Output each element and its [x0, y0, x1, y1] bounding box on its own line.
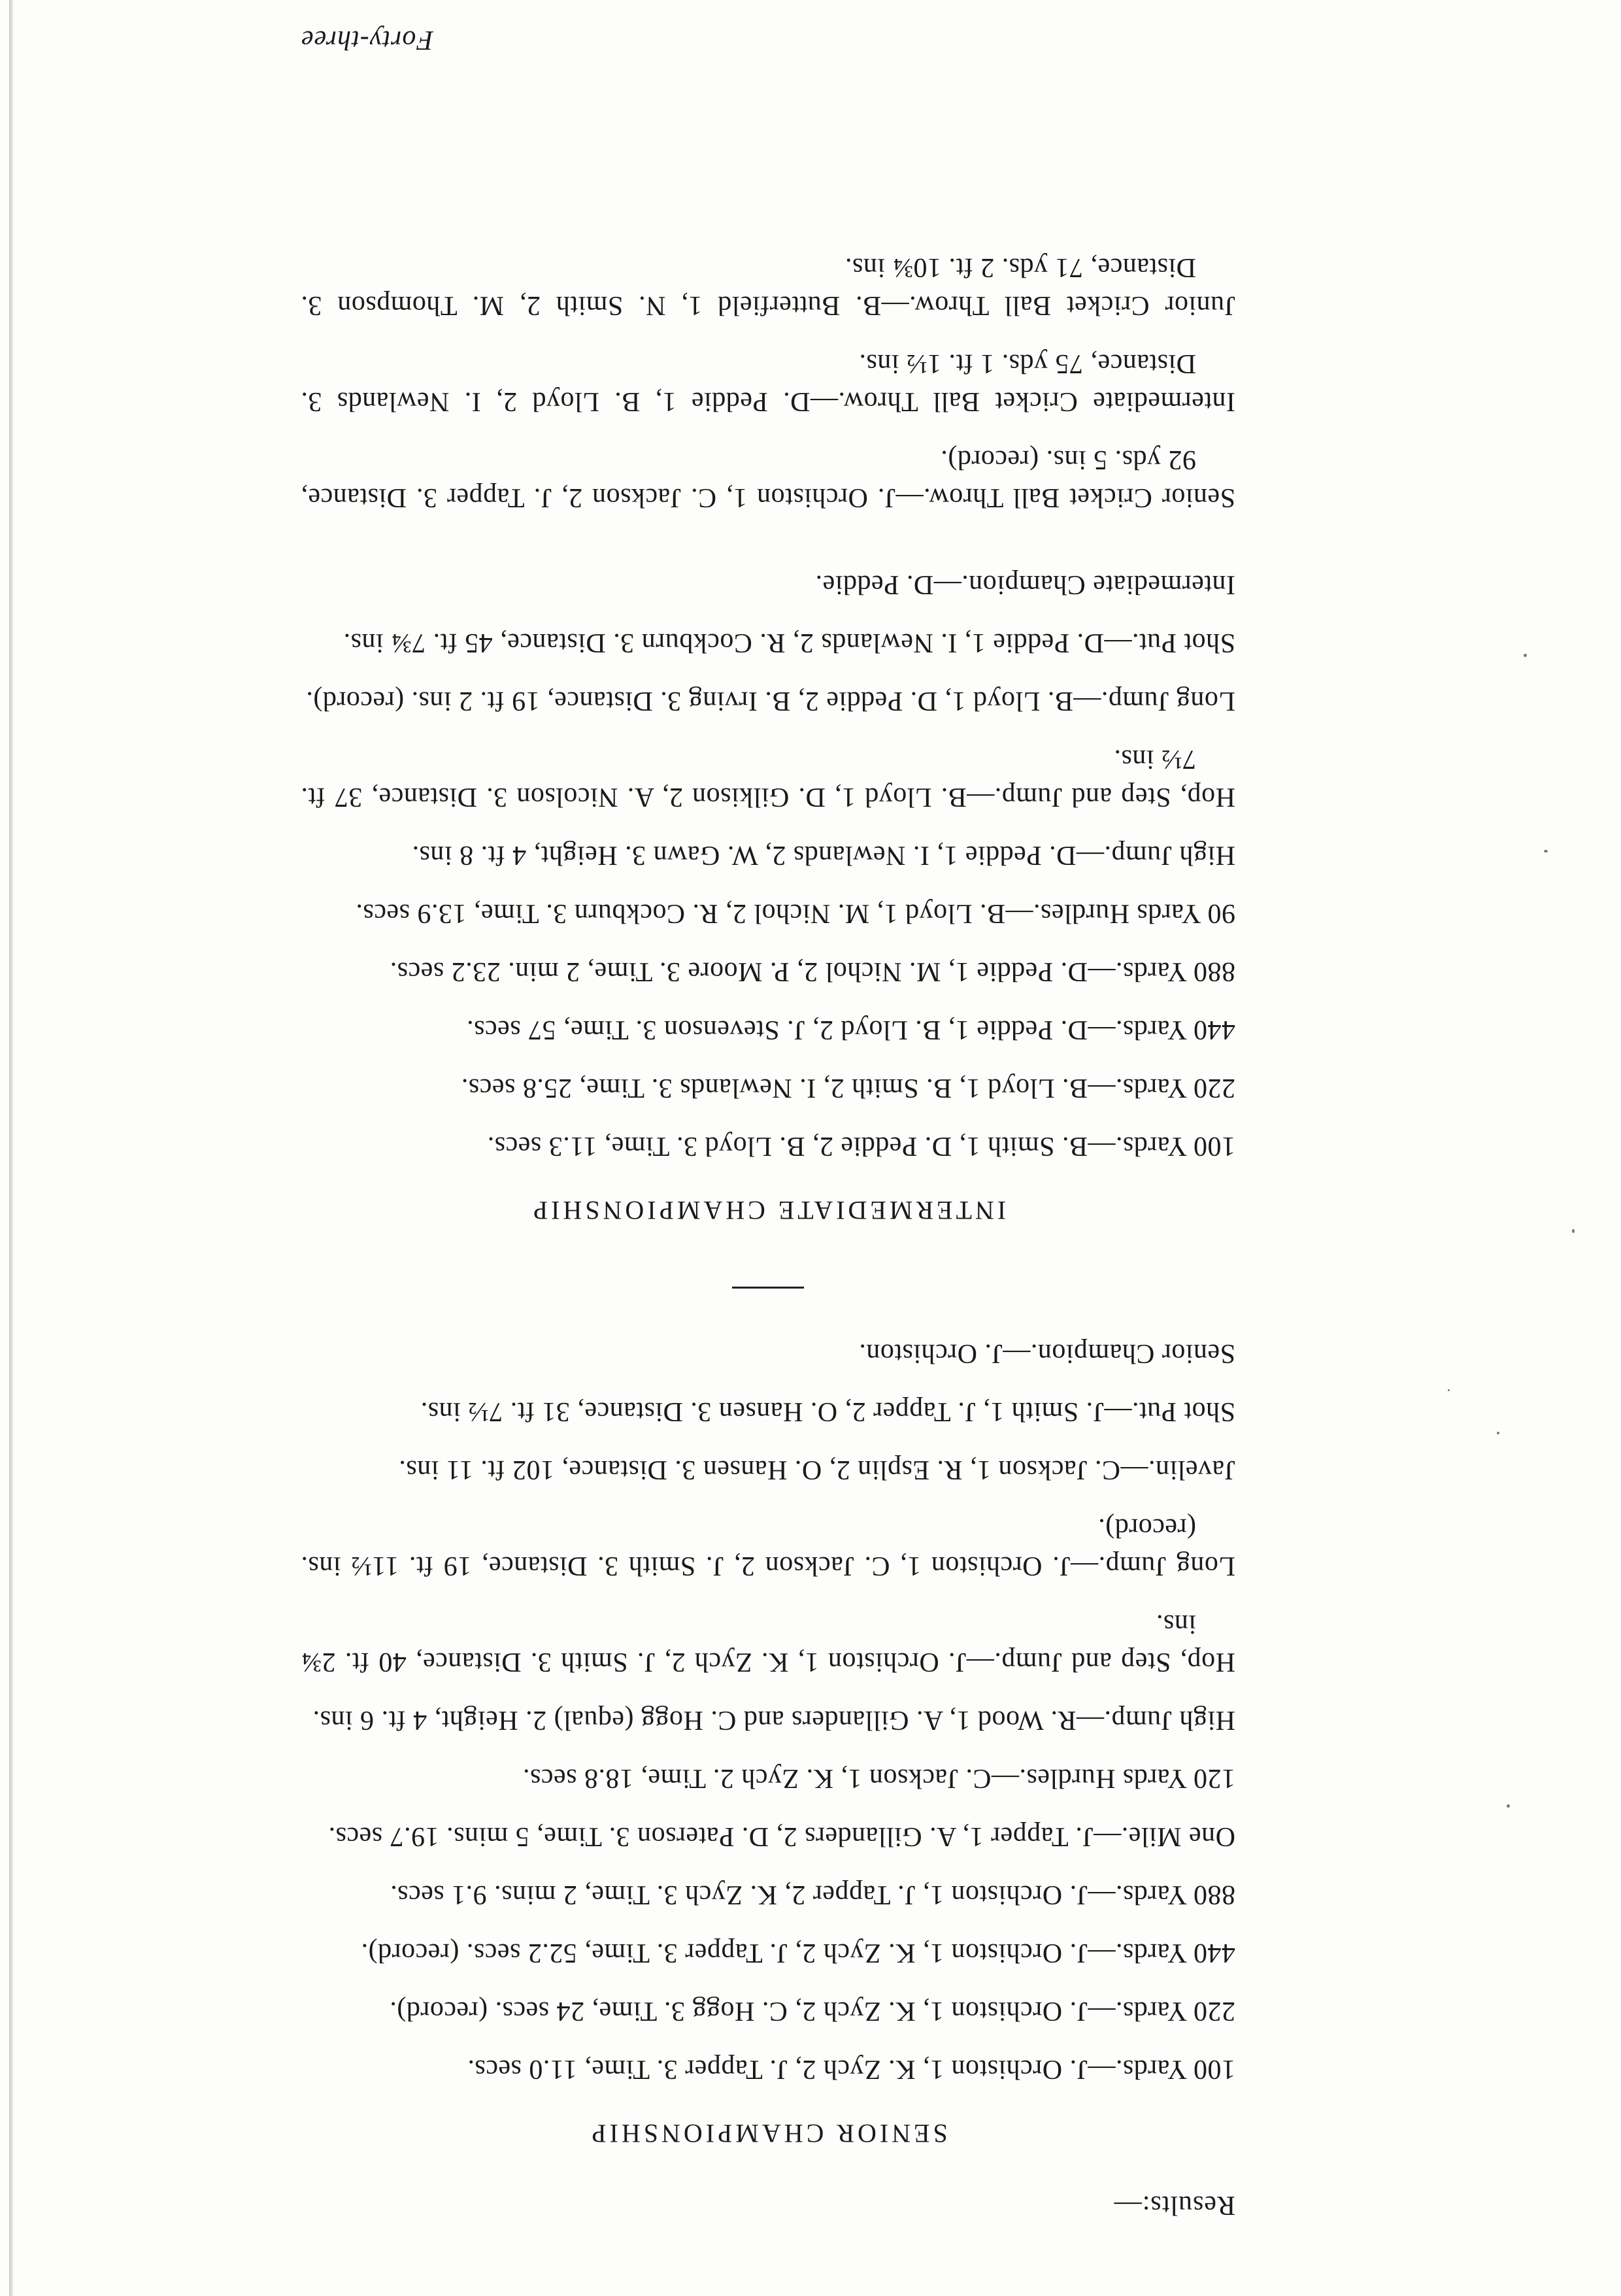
page-number: Forty-three: [301, 25, 434, 55]
result-entry: Hop, Step and Jump.—B. Lloyd 1, D. Gilkison 2, A. Nicolson 3. Distance, 37 ft. 7½ ins.: [301, 744, 1235, 812]
result-entry: Long Jump.—J. Orchiston 1, C. Jackson 2, J. Smith 3. Distance, 19 ft. 11½ ins. (record).: [301, 1513, 1235, 1581]
intermediate-heading: INTERMEDIATE CHAMPIONSHIP: [529, 1196, 1007, 1225]
section-divider: [732, 1287, 804, 1289]
result-entry: 220 Yards.—B. Lloyd 1, B. Smith 2, I. Newlands 3. Time, 25.8 secs.: [461, 1073, 1235, 1103]
result-entry: 440 Yards.—J. Orchiston 1, K. Zych 2, J. Tapper 3. Time, 52.2 secs. (record).: [361, 1938, 1235, 1968]
senior-champion: Senior Champion.—J. Orchiston.: [858, 1338, 1235, 1368]
result-entry: High Jump.—D. Peddie 1, I. Newlands 2, W. Gawn 3. Height, 4 ft. 8 ins.: [412, 840, 1235, 870]
result-entry: Javelin.—C. Jackson 1, R. Esplin 2, O. Hansen 3. Distance, 102 ft. 11 ins.: [398, 1455, 1235, 1485]
result-entry: 100 Yards.—J. Orchiston 1, K. Zych 2, J. Tapper 3. Time, 11.0 secs.: [467, 2054, 1235, 2084]
result-entry: 90 Yards Hurdles.—B. Lloyd 1, M. Nichol 2, R. Cockburn 3. Time, 13.9 secs.: [355, 898, 1235, 928]
senior-heading: SENIOR CHAMPIONSHIP: [588, 2119, 948, 2148]
result-entry: 880 Yards.—D. Peddie 1, M. Nichol 2, P. Moore 3. Time, 2 min. 23.2 secs.: [390, 956, 1235, 987]
result-entry: Shot Put.—J. Smith 1, J. Tapper 2, O. Hansen 3. Distance, 31 ft. 7½ ins.: [420, 1396, 1235, 1427]
results-text: [301, 25, 1235, 2224]
result-entry: High Jump.—R. Wood 1, A. Gillanders and C. Hogg (equal) 2. Height, 4 ft. 6 ins.: [312, 1705, 1235, 1735]
result-entry: 220 Yards.—J. Orchiston 1, K. Zych 2, C. Hogg 3. Time, 24 secs. (record).: [389, 1996, 1235, 2026]
result-entry: 440 Yards.—D. Peddie 1, B. Lloyd 2, J. Stevenson 3. Time, 57 secs.: [466, 1015, 1235, 1045]
result-entry: Long Jump.—B. Lloyd 1, D. Peddie 2, B. Irving 3. Distance, 19 ft. 2 ins. (record).: [305, 686, 1235, 716]
intermediate-champion: Intermediate Champion.—D. Peddie.: [815, 569, 1235, 599]
result-entry: Intermediate Cricket Ball Throw.—D. Peddie 1, B. Lloyd 2, I. Newlands 3. Distance, 75 yds. 1 ft. 1½ ins.: [301, 348, 1235, 416]
result-entry: Senior Cricket Ball Throw.—J. Orchiston 1, C. Jackson 2, J. Tapper 3. Distance, 92 yds. 5 ins. (record).: [301, 445, 1235, 513]
result-entry: Shot Put.—D. Peddie 1, I. Newlands 2, R. Cockburn 3. Distance, 45 ft. 7¾ ins.: [343, 628, 1235, 658]
result-entry: 120 Yards Hurdles.—C. Jackson 1, K. Zych 2. Time, 18.8 secs.: [522, 1763, 1235, 1793]
result-entry: 880 Yards.—J. Orchiston 1, J. Tapper 2, K. Zych 3. Time, 2 mins. 9.1 secs.: [390, 1880, 1235, 1910]
results-intro: Results:—: [1113, 2190, 1235, 2220]
result-entry: 100 Yards.—B. Smith 1, D. Peddie 2, B. Lloyd 3. Time, 11.3 secs.: [487, 1131, 1235, 1161]
result-entry: Junior Cricket Ball Throw.—B. Butterfield 1, N. Smith 2, M. Thompson 3. Distance, 71 yds. 2 ft. 10¾ ins.: [301, 252, 1235, 320]
result-entry: Hop, Step and Jump.—J. Orchiston 1, K. Zych 2, J. Smith 3. Distance, 40 ft. 2¾ ins.: [301, 1609, 1235, 1677]
result-entry: One Mile.—J. Tapper 1, A. Gillanders 2, D. Paterson 3. Time, 5 mins. 19.7 secs.: [328, 1821, 1235, 1851]
spacer: [301, 516, 1235, 545]
